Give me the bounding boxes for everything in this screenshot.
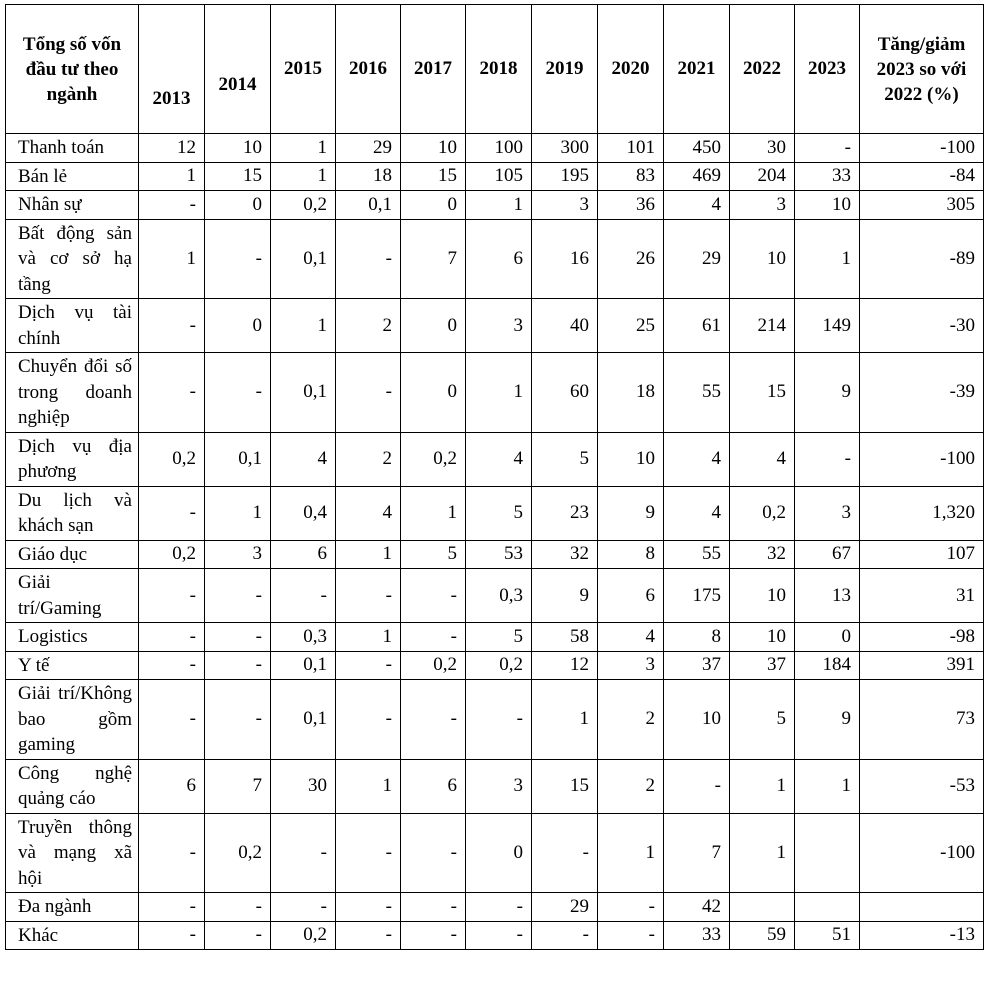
change-pct-cell: -100 [860, 134, 984, 163]
value-cell: 2 [336, 432, 401, 486]
value-cell: 10 [664, 680, 730, 760]
value-cell: - [336, 353, 401, 433]
change-pct-cell: 1,320 [860, 486, 984, 540]
value-cell: 8 [598, 540, 664, 569]
value-cell: - [205, 623, 271, 652]
table-row [6, 432, 984, 486]
value-cell: 4 [271, 432, 336, 486]
value-cell: 30 [271, 759, 336, 813]
table-row [6, 134, 984, 163]
sector-label: Bất động sản và cơ sở hạ tầng [6, 219, 139, 299]
sector-label: Công nghệ quảng cáo [6, 759, 139, 813]
value-cell: 3 [730, 191, 795, 220]
value-cell: - [205, 353, 271, 433]
change-pct-cell [860, 893, 984, 922]
sector-label: Giáo dục [6, 540, 139, 569]
value-cell: - [139, 651, 205, 680]
value-cell: 195 [532, 162, 598, 191]
value-cell: 0,1 [271, 651, 336, 680]
value-cell: 2 [598, 759, 664, 813]
value-cell: 10 [730, 623, 795, 652]
value-cell: 0,2 [401, 651, 466, 680]
value-cell: 55 [664, 540, 730, 569]
value-cell: 23 [532, 486, 598, 540]
value-cell: - [139, 569, 205, 623]
value-cell: 10 [730, 219, 795, 299]
value-cell: - [336, 219, 401, 299]
value-cell: - [532, 921, 598, 950]
value-cell: 5 [466, 623, 532, 652]
value-cell: 1 [336, 540, 401, 569]
value-cell: - [795, 432, 860, 486]
value-cell: 7 [205, 759, 271, 813]
value-cell: 32 [532, 540, 598, 569]
change-pct-cell: 31 [860, 569, 984, 623]
value-cell: 0 [205, 299, 271, 353]
value-cell: 10 [598, 432, 664, 486]
value-cell: 4 [664, 486, 730, 540]
value-cell: 61 [664, 299, 730, 353]
value-cell: 0,2 [271, 921, 336, 950]
table-row [6, 353, 984, 433]
value-cell: 0,2 [401, 432, 466, 486]
value-cell: 469 [664, 162, 730, 191]
value-cell [795, 893, 860, 922]
value-cell: 105 [466, 162, 532, 191]
value-cell: 29 [664, 219, 730, 299]
value-cell: 1 [271, 162, 336, 191]
value-cell: - [795, 134, 860, 163]
value-cell: - [401, 623, 466, 652]
value-cell: 450 [664, 134, 730, 163]
value-cell: 3 [466, 299, 532, 353]
value-cell: 1 [205, 486, 271, 540]
value-cell: - [139, 680, 205, 760]
value-cell: - [336, 651, 401, 680]
value-cell: 3 [598, 651, 664, 680]
value-cell: 300 [532, 134, 598, 163]
value-cell: 13 [795, 569, 860, 623]
value-cell: 58 [532, 623, 598, 652]
value-cell: - [139, 191, 205, 220]
value-cell: 3 [205, 540, 271, 569]
value-cell: 42 [664, 893, 730, 922]
header-change-pct: Tăng/giảm 2023 so với 2022 (%) [860, 5, 984, 134]
value-cell: - [598, 893, 664, 922]
value-cell: 0 [205, 191, 271, 220]
value-cell: - [664, 759, 730, 813]
value-cell: - [139, 299, 205, 353]
header-year: 2023 [795, 5, 860, 134]
sector-label: Đa ngành [6, 893, 139, 922]
value-cell: - [336, 921, 401, 950]
value-cell: 6 [466, 219, 532, 299]
value-cell: 29 [336, 134, 401, 163]
value-cell: 59 [730, 921, 795, 950]
value-cell: 2 [336, 299, 401, 353]
header-year: 2016 [336, 5, 401, 134]
value-cell: - [336, 569, 401, 623]
value-cell: 6 [401, 759, 466, 813]
value-cell: 0,4 [271, 486, 336, 540]
value-cell: 55 [664, 353, 730, 433]
value-cell: 15 [401, 162, 466, 191]
sector-label: Giải trí/Không bao gồm gaming [6, 680, 139, 760]
value-cell: 5 [730, 680, 795, 760]
value-cell: 1 [139, 162, 205, 191]
value-cell: 26 [598, 219, 664, 299]
sector-label: Nhân sự [6, 191, 139, 220]
value-cell: 101 [598, 134, 664, 163]
header-year: 2020 [598, 5, 664, 134]
value-cell: 184 [795, 651, 860, 680]
value-cell: 18 [336, 162, 401, 191]
value-cell: 1 [401, 486, 466, 540]
value-cell: 1 [730, 759, 795, 813]
value-cell: 4 [336, 486, 401, 540]
value-cell: 16 [532, 219, 598, 299]
change-pct-cell: -100 [860, 813, 984, 893]
value-cell [795, 813, 860, 893]
value-cell: 3 [466, 759, 532, 813]
sector-label: Du lịch và khách sạn [6, 486, 139, 540]
table-row [6, 540, 984, 569]
value-cell: 9 [532, 569, 598, 623]
value-cell: 4 [664, 432, 730, 486]
value-cell: 33 [795, 162, 860, 191]
value-cell: - [139, 623, 205, 652]
value-cell: 0,2 [271, 191, 336, 220]
value-cell: 6 [139, 759, 205, 813]
value-cell: - [336, 813, 401, 893]
value-cell: 0,2 [139, 540, 205, 569]
sector-label: Logistics [6, 623, 139, 652]
value-cell: 10 [205, 134, 271, 163]
change-pct-cell: -100 [860, 432, 984, 486]
value-cell: - [139, 893, 205, 922]
sector-label: Giải trí/Gaming [6, 569, 139, 623]
table-row [6, 623, 984, 652]
value-cell: 15 [205, 162, 271, 191]
change-pct-cell: 73 [860, 680, 984, 760]
value-cell: 15 [730, 353, 795, 433]
value-cell: - [205, 219, 271, 299]
value-cell: 0,2 [730, 486, 795, 540]
header-row [6, 5, 984, 134]
value-cell: 1 [336, 623, 401, 652]
value-cell: 0,3 [466, 569, 532, 623]
change-pct-cell: -89 [860, 219, 984, 299]
value-cell: 1 [466, 191, 532, 220]
value-cell: 0,1 [205, 432, 271, 486]
value-cell: 29 [532, 893, 598, 922]
table-row [6, 813, 984, 893]
value-cell: - [532, 813, 598, 893]
header-year: 2015 [271, 5, 336, 134]
value-cell: 25 [598, 299, 664, 353]
table-row [6, 299, 984, 353]
value-cell: 0,2 [205, 813, 271, 893]
value-cell: 60 [532, 353, 598, 433]
value-cell: 0 [795, 623, 860, 652]
value-cell: - [271, 893, 336, 922]
value-cell: - [466, 680, 532, 760]
value-cell: - [271, 813, 336, 893]
value-cell: - [401, 921, 466, 950]
value-cell: 9 [795, 353, 860, 433]
value-cell: 10 [730, 569, 795, 623]
value-cell: 5 [401, 540, 466, 569]
value-cell: 149 [795, 299, 860, 353]
value-cell: 1 [271, 299, 336, 353]
value-cell: 1 [598, 813, 664, 893]
table-row [6, 219, 984, 299]
change-pct-cell: -13 [860, 921, 984, 950]
value-cell: - [139, 353, 205, 433]
header-year: 2014 [205, 5, 271, 134]
value-cell: 36 [598, 191, 664, 220]
value-cell: 1 [532, 680, 598, 760]
value-cell: 0 [466, 813, 532, 893]
sector-label: Chuyển đổi số trong doanh nghiệp [6, 353, 139, 433]
change-pct-cell: -84 [860, 162, 984, 191]
value-cell: 51 [795, 921, 860, 950]
value-cell: - [205, 680, 271, 760]
sector-label: Khác [6, 921, 139, 950]
value-cell: - [401, 813, 466, 893]
value-cell: 1 [466, 353, 532, 433]
change-pct-cell: 391 [860, 651, 984, 680]
value-cell: 9 [598, 486, 664, 540]
sector-label: Dịch vụ tài chính [6, 299, 139, 353]
value-cell: 0,3 [271, 623, 336, 652]
value-cell: 5 [466, 486, 532, 540]
value-cell: 9 [795, 680, 860, 760]
value-cell: - [401, 893, 466, 922]
value-cell: - [401, 680, 466, 760]
value-cell: 7 [664, 813, 730, 893]
value-cell: 1 [730, 813, 795, 893]
value-cell: 0,2 [466, 651, 532, 680]
value-cell: 0,1 [336, 191, 401, 220]
sector-label: Y tế [6, 651, 139, 680]
value-cell: 18 [598, 353, 664, 433]
header-year: 2013 [139, 5, 205, 134]
table-row [6, 680, 984, 760]
value-cell: 67 [795, 540, 860, 569]
change-pct-cell: -98 [860, 623, 984, 652]
sector-label: Bán lẻ [6, 162, 139, 191]
table-row [6, 651, 984, 680]
value-cell: 1 [271, 134, 336, 163]
value-cell: - [271, 569, 336, 623]
change-pct-cell: 305 [860, 191, 984, 220]
header-year: 2021 [664, 5, 730, 134]
table-row [6, 759, 984, 813]
value-cell: 33 [664, 921, 730, 950]
value-cell: 0 [401, 191, 466, 220]
value-cell: 100 [466, 134, 532, 163]
value-cell: 30 [730, 134, 795, 163]
table-row [6, 921, 984, 950]
sector-label: Dịch vụ địa phương [6, 432, 139, 486]
table-row [6, 569, 984, 623]
value-cell: 6 [598, 569, 664, 623]
value-cell: 83 [598, 162, 664, 191]
table-row [6, 191, 984, 220]
table-row [6, 486, 984, 540]
value-cell: 3 [532, 191, 598, 220]
value-cell: 37 [664, 651, 730, 680]
value-cell: 0 [401, 353, 466, 433]
value-cell: 4 [466, 432, 532, 486]
header-year: 2022 [730, 5, 795, 134]
value-cell: 2 [598, 680, 664, 760]
value-cell [730, 893, 795, 922]
value-cell: - [205, 569, 271, 623]
value-cell: 3 [795, 486, 860, 540]
value-cell: 53 [466, 540, 532, 569]
value-cell: - [598, 921, 664, 950]
value-cell: - [466, 921, 532, 950]
value-cell: 175 [664, 569, 730, 623]
value-cell: 1 [139, 219, 205, 299]
sector-label: Thanh toán [6, 134, 139, 163]
change-pct-cell: -30 [860, 299, 984, 353]
value-cell: 4 [730, 432, 795, 486]
header-year: 2017 [401, 5, 466, 134]
value-cell: 6 [271, 540, 336, 569]
value-cell: 37 [730, 651, 795, 680]
value-cell: 204 [730, 162, 795, 191]
investment-by-sector-table [5, 4, 984, 950]
value-cell: - [205, 651, 271, 680]
value-cell: 7 [401, 219, 466, 299]
value-cell: 40 [532, 299, 598, 353]
sector-label: Truyền thông và mạng xã hội [6, 813, 139, 893]
value-cell: 10 [401, 134, 466, 163]
value-cell: 32 [730, 540, 795, 569]
value-cell: 0,2 [139, 432, 205, 486]
value-cell: 1 [336, 759, 401, 813]
value-cell: 8 [664, 623, 730, 652]
change-pct-cell: 107 [860, 540, 984, 569]
value-cell: - [401, 569, 466, 623]
value-cell: - [336, 893, 401, 922]
value-cell: 12 [139, 134, 205, 163]
header-year: 2018 [466, 5, 532, 134]
value-cell: - [205, 921, 271, 950]
value-cell: 0 [401, 299, 466, 353]
value-cell: - [139, 486, 205, 540]
value-cell: 0,1 [271, 219, 336, 299]
value-cell: 15 [532, 759, 598, 813]
value-cell: 4 [598, 623, 664, 652]
value-cell: 4 [664, 191, 730, 220]
value-cell: 12 [532, 651, 598, 680]
table-row [6, 162, 984, 191]
table-row [6, 893, 984, 922]
value-cell: 214 [730, 299, 795, 353]
value-cell: 1 [795, 219, 860, 299]
value-cell: - [205, 893, 271, 922]
value-cell: 5 [532, 432, 598, 486]
value-cell: - [139, 921, 205, 950]
value-cell: 1 [795, 759, 860, 813]
header-sector: Tổng số vốn đầu tư theo ngành [6, 5, 139, 134]
value-cell: 10 [795, 191, 860, 220]
value-cell: - [336, 680, 401, 760]
value-cell: - [139, 813, 205, 893]
value-cell: - [466, 893, 532, 922]
change-pct-cell: -39 [860, 353, 984, 433]
change-pct-cell: -53 [860, 759, 984, 813]
value-cell: 0,1 [271, 353, 336, 433]
header-year: 2019 [532, 5, 598, 134]
value-cell: 0,1 [271, 680, 336, 760]
